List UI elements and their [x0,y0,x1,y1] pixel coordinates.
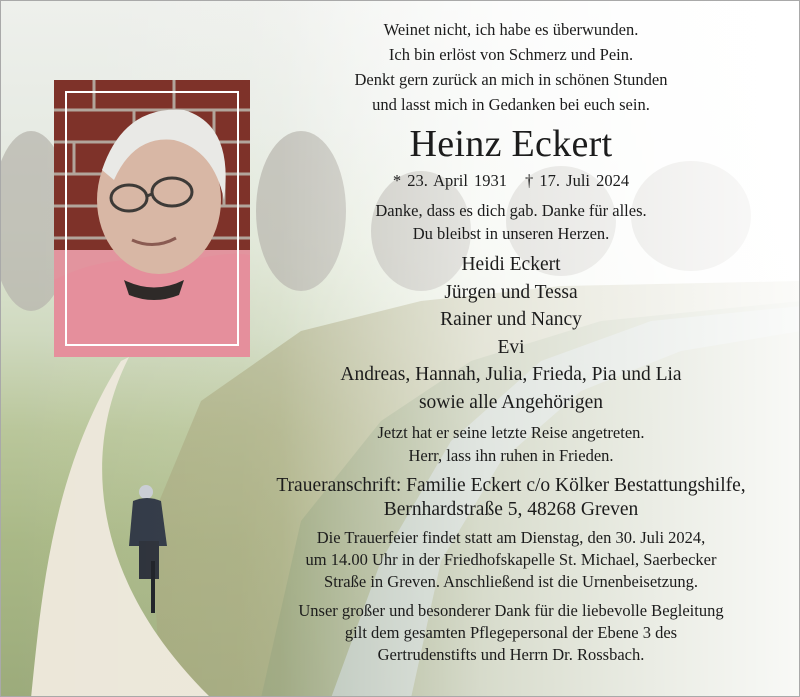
portrait-frame [65,91,239,346]
address-line: Traueranschrift: Familie Eckert c/o Kölker Bestattungshilfe, [276,475,746,496]
farewell-line: Herr, lass ihn ruhen in Frieden. [408,446,614,465]
funeral-details [241,527,781,593]
poem [241,17,781,117]
poem-line: Ich bin erlöst von Schmerz und Pein. [388,45,634,64]
acknowledgement [241,600,781,666]
mourner: Evi [497,336,525,358]
funeral-line: Straße in Greven. Anschließend ist die Urnenbeisetzung. [324,572,698,591]
mourning-address [241,474,781,522]
mourners-list [241,251,781,416]
acknowledgement-line: gilt dem gesamten Pflegepersonal der Ebene 3 des [344,623,678,642]
poem-line: Denkt gern zurück an mich in schönen Stunden [354,70,668,89]
mourner: Jürgen und Tessa [444,281,578,303]
thanks-line: Du bleibst in unseren Herzen. [412,224,610,243]
mourner: sowie alle Angehörigen [418,391,604,413]
life-dates [241,168,781,194]
farewell-verse [241,421,781,467]
mourner: Andreas, Hannah, Julia, Frieda, Pia und Lia [340,364,682,385]
mourner: Rainer und Nancy [440,309,582,330]
funeral-line: um 14.00 Uhr in der Friedhofskapelle St. Michael, Saerbecker [305,550,717,569]
birth-date: * 23. April 1931 [392,171,508,190]
death-date: † 17. Juli 2024 [525,171,630,190]
poem-line: und lasst mich in Gedanken bei euch sein. [372,95,650,114]
mourner: Heidi Eckert [461,254,561,275]
funeral-line: Die Trauerfeier findet statt am Dienstag, den 30. Juli 2024, [316,528,706,547]
farewell-line: Jetzt hat er seine letzte Reise angetreten. [377,423,645,442]
address-line: Bernhardstraße 5, 48268 Greven [383,499,639,520]
thanks-line: Danke, dass es dich gab. Danke für alles. [375,201,647,220]
acknowledgement-line: Unser großer und besonderer Dank für die liebevolle Begleitung [298,601,724,620]
notice-text [241,1,781,666]
thanks-message [241,199,781,245]
deceased-name: Heinz Eckert [409,123,613,165]
acknowledgement-line: Gertrudenstifts und Herrn Dr. Rossbach. [377,645,645,664]
poem-line: Weinet nicht, ich habe es überwunden. [383,20,639,39]
portrait-photo [54,80,250,357]
